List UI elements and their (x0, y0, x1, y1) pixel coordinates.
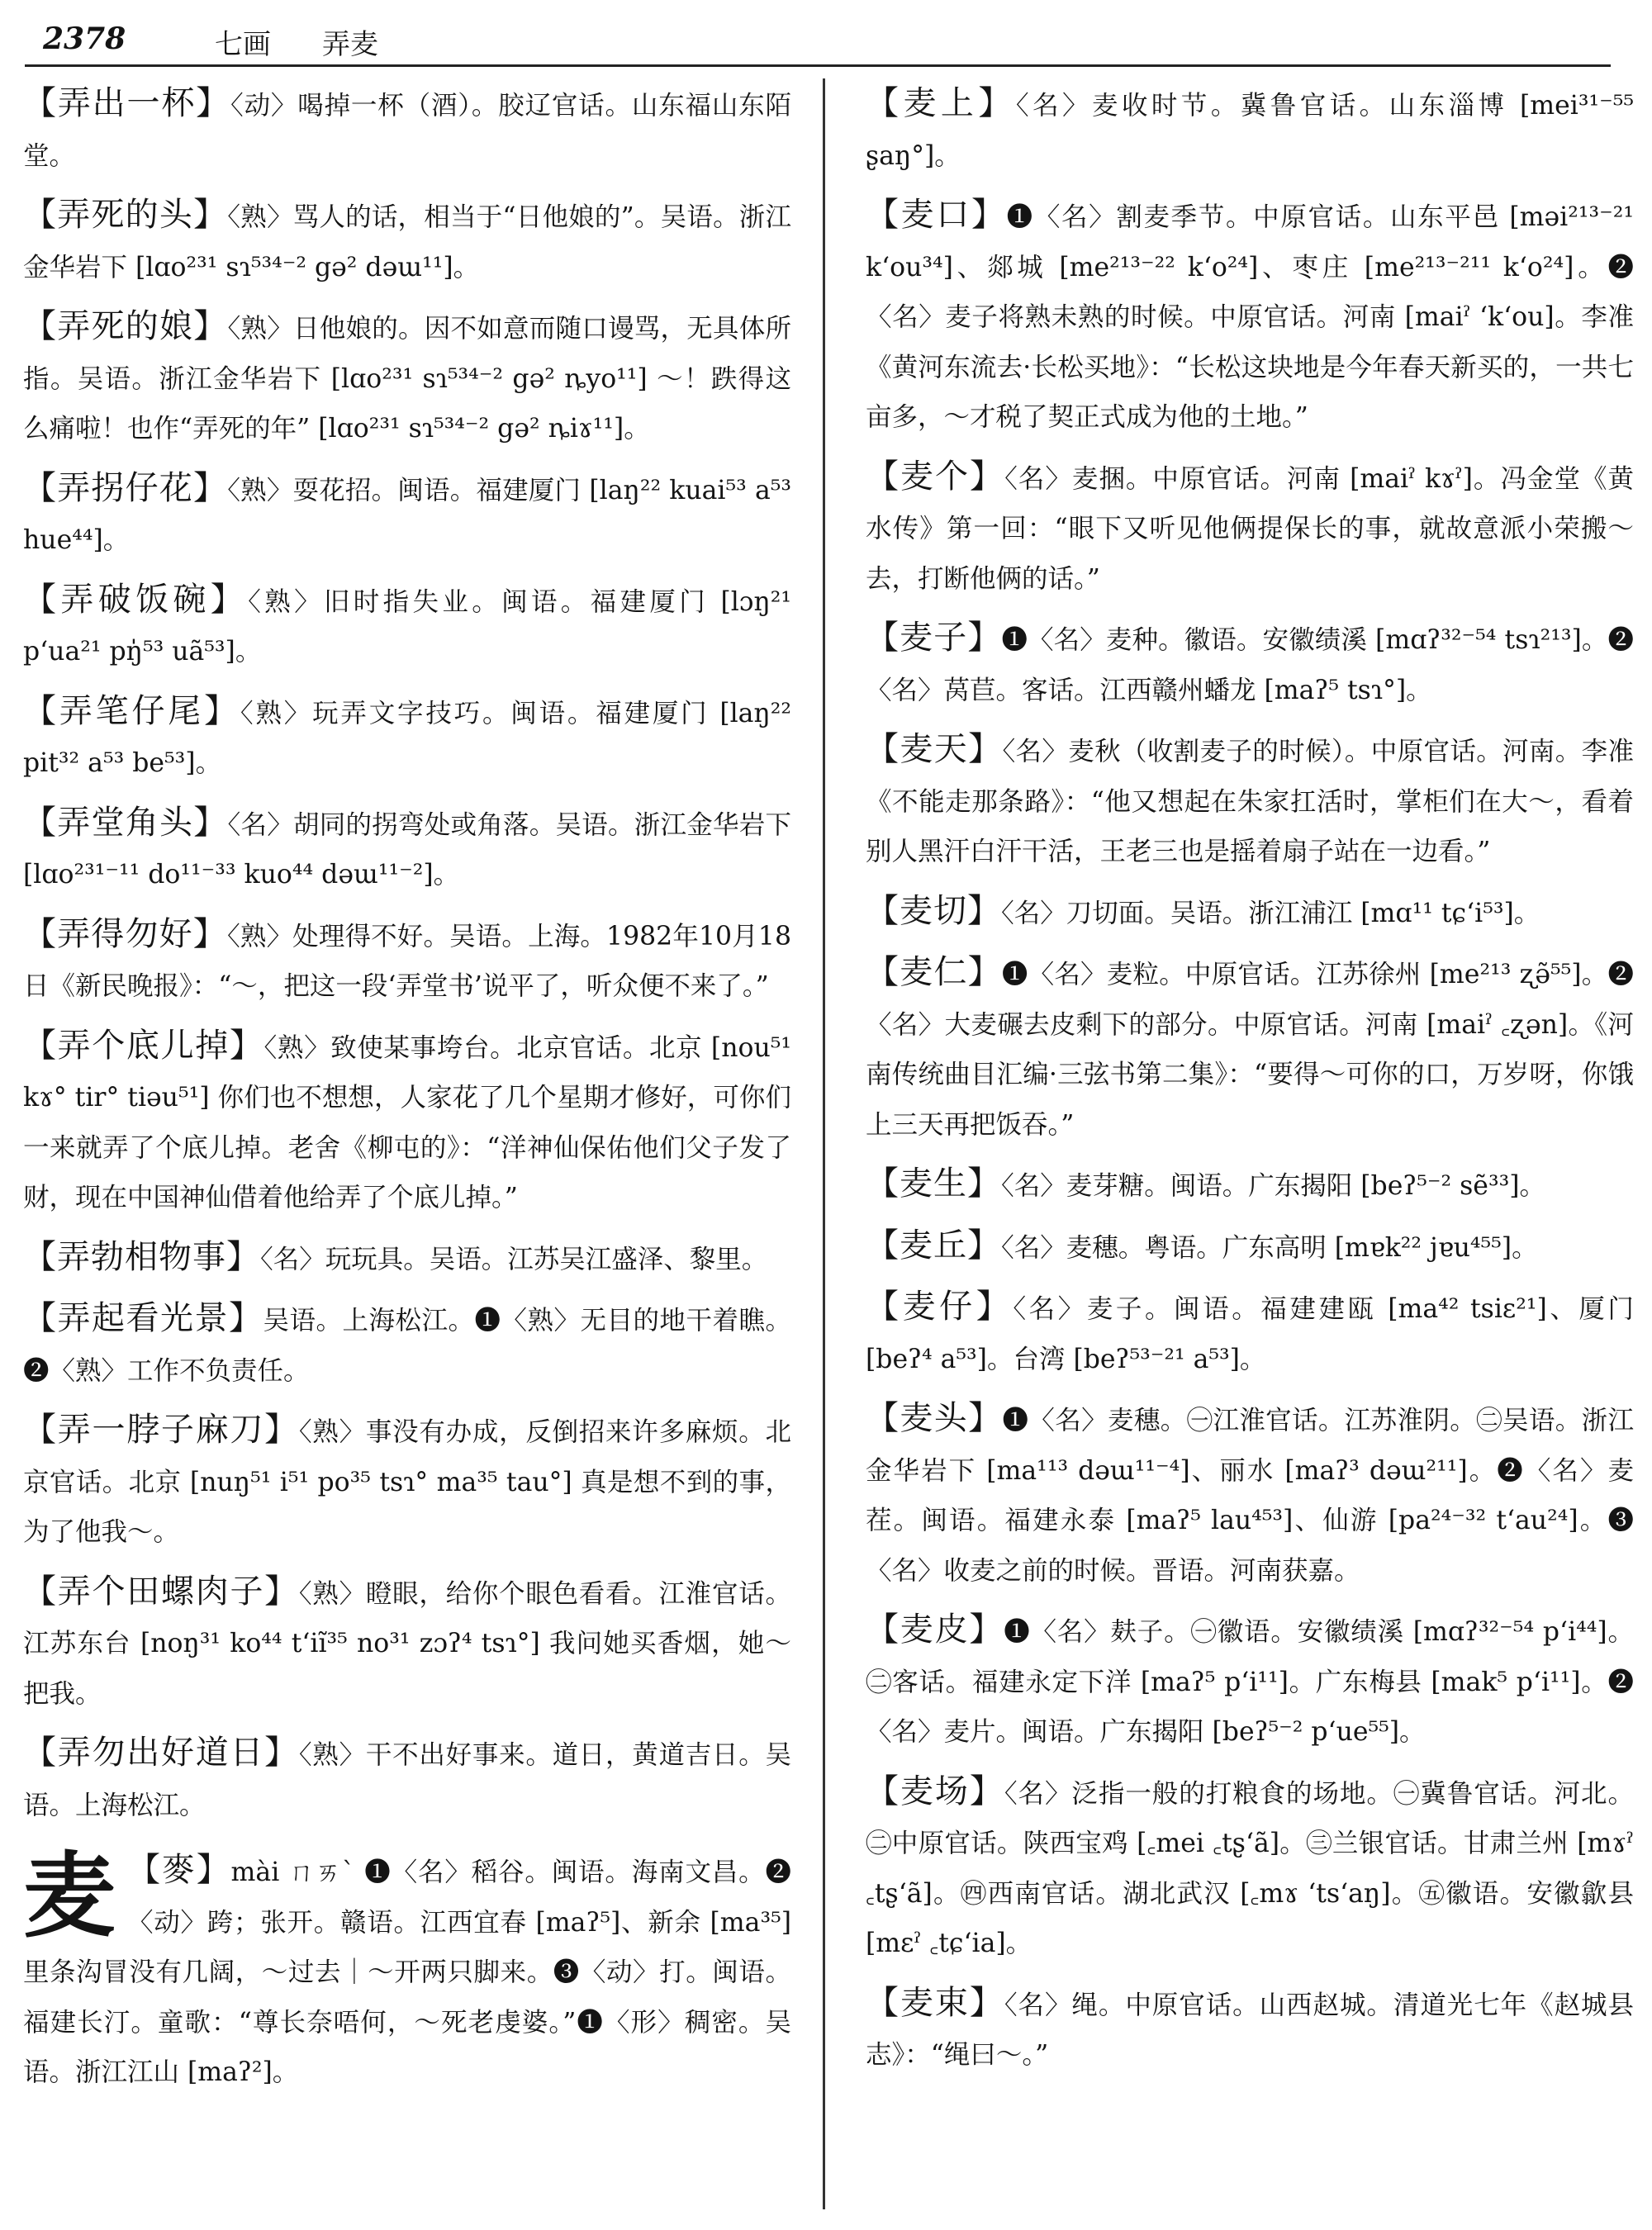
entry-definition: 吴语。上海松江。❶〈熟〉无目的地干着瞧。❷〈熟〉工作不负责任。 (23, 1306, 791, 1386)
dictionary-entry (866, 1767, 1634, 1969)
character-entry (23, 1842, 791, 2098)
traditional-form: 【麥】 (127, 1851, 231, 1889)
entry-definition: ❶〈名〉麦种。徽语。安徽绩溪 [mɑʔ³²⁻⁵⁴ tsɿ²¹³]。❷〈名〉莴苣。客话。江西赣州蟠龙 [maʔ⁵ tsɿ°]。 (866, 625, 1634, 705)
dictionary-entry (23, 1728, 791, 1830)
entry-headword: 【弄出一杯】 (23, 84, 230, 122)
dictionary-entry (866, 1605, 1634, 1758)
dictionary-entry (866, 1393, 1634, 1596)
entry-definition: ❶〈名〉麦粒。中原官话。江苏徐州 [me²¹³ ʐə̃⁵⁵]。❷〈名〉大麦碾去皮剩下的部分。中原官话。河南 [maiˀ ꜀ʐən]。《河南传统曲目汇编·三弦书第二集》：“要得～可你的口，万岁呀，你饿上三天再把饭吞。” (866, 960, 1634, 1140)
entry-headword: 【弄勃相物事】 (23, 1237, 260, 1276)
entry-headword: 【麦上】 (866, 84, 1016, 122)
entry-definition: 〈名〉麦穗。粤语。广东高明 [mɐk²² jɐu⁴⁵⁵]。 (1001, 1232, 1538, 1263)
dictionary-entry (23, 1021, 791, 1223)
entry-headword: 【弄堂角头】 (23, 803, 228, 842)
dictionary-entry (23, 301, 791, 454)
entry-headword: 【弄个底儿掉】 (23, 1026, 264, 1065)
entry-definition: 〈动〉喝掉一杯（酒）。胶辽官话。山东福山东陌堂。 (23, 91, 791, 171)
entry-headword: 【麦生】 (866, 1165, 1001, 1203)
entry-definition: 〈名〉麦收时节。冀鲁官话。山东淄博 [mei³¹⁻⁵⁵ ʂaŋ°]。 (866, 91, 1634, 171)
entry-definition: 〈名〉胡同的拐弯处或角落。吴语。浙江金华岩下 [lɑo²³¹⁻¹¹ do¹¹⁻³³ kuo⁴⁴ dəɯ¹¹⁻²]。 (23, 809, 791, 890)
dictionary-entry (866, 1221, 1634, 1274)
entry-headword: 【弄一脖子麻刀】 (23, 1411, 299, 1449)
dictionary-entry (866, 190, 1634, 443)
entry-definition: ❶〈名〉麦穗。㊀江淮官话。江苏淮阴。㊁吴语。浙江金华岩下 [ma¹¹³ dəɯ¹¹⁻⁴]、丽水 [maʔ³ dəɯ²¹¹]。❷〈名〉麦茬。闽语。福建永泰 [maʔ⁵ lau⁴⁵³]、仙游 [pa²⁴⁻³² tʻau²⁴]。❸〈名〉收麦之前的时候。晋语。河南获嘉。 (866, 1406, 1634, 1586)
entry-definition: 〈名〉麦秋（收割麦子的时候）。中原官话。河南。李准《不能走那条路》：“他又想起在朱家扛活时，掌柜们在大～，看着别人黑汗白汗干活，王老三也是摇着扇子站在一边看。” (866, 737, 1634, 866)
entry-definition: 〈名〉泛指一般的打粮食的场地。㊀冀鲁官话。河北。㊁中原官话。陕西宝鸡 [꜀mei ꜀tʂʻã]。㊂兰银官话。甘肃兰州 [mɤˀ ꜀tʂʻã]。㊃西南官话。湖北武汉 [꜀mɤ ʻtsʻaŋ]。㊄徽语。安徽歙县 [mɛˀ ꜀tɕʻia]。 (866, 1778, 1634, 1958)
entry-headword: 【弄勿出好道日】 (23, 1734, 299, 1772)
dictionary-entry (866, 78, 1634, 181)
entry-headword: 【弄拐仔花】 (23, 468, 228, 507)
entry-headword: 【弄死的娘】 (23, 307, 228, 345)
dictionary-entry (866, 724, 1634, 877)
dictionary-entry (866, 1978, 1634, 2081)
left-column (23, 78, 791, 2218)
entry-definition: 〈熟〉致使某事垮台。北京官话。北京 [nou⁵¹ kɤ° tir° tiəu⁵¹] 你们也不想想，人家花了几个星期才修好，可你们一来就弄了个底儿掉。老舍《柳屯的》：“洋神仙保佑他们父子发了财，现在中国神仙借着他给弄了个底儿掉。” (23, 1032, 791, 1212)
dictionary-entry (866, 947, 1634, 1150)
section-label: 七画 (215, 28, 271, 61)
dictionary-entry (23, 686, 791, 789)
entry-headword: 【麦场】 (866, 1772, 1004, 1810)
entry-definition: mài ㄇㄞˋ ❶〈名〉稻谷。闽语。海南文昌。❷〈动〉跨；张开。赣语。江西宜春 [maʔ⁵]、新余 [ma³⁵] 里条沟冒没有几阔，～过去｜～开两只脚来。❸〈动〉打。闽语。福建长汀。童歌：“尊长奈唔何，～死老虔婆。”❶〈形〉稠密。吴语。浙江江山 [maʔ²]。 (23, 1858, 791, 2087)
entry-headword: 【麦束】 (866, 1983, 1004, 2022)
dictionary-entry (23, 1405, 791, 1558)
dictionary-entry (23, 1293, 791, 1396)
entry-definition: 〈名〉刀切面。吴语。浙江浦江 [mɑ¹¹ tɕʻi⁵³]。 (1001, 898, 1540, 928)
dictionary-entry (23, 798, 791, 900)
entry-definition: 〈名〉绳。中原官话。山西赵城。清道光七年《赵城县志》：“绳曰～。” (866, 1990, 1634, 2070)
entry-headword: 【弄笔仔尾】 (23, 691, 240, 730)
dictionary-entry (23, 1232, 791, 1285)
entry-definition: 〈熟〉旧时指失业。闽语。福建厦门 [lɔŋ²¹ pʻua²¹ pŋ̍⁵³ uã⁵³]。 (23, 586, 791, 667)
entry-definition: 〈熟〉玩弄文字技巧。闽语。福建厦门 [laŋ²² pit³² a⁵³ be⁵³]。 (23, 698, 791, 778)
entry-headword: 【麦口】 (866, 196, 1007, 234)
entry-definition: 〈熟〉干不出好事来。道日，黄道吉日。吴语。上海松江。 (23, 1740, 791, 1820)
header-characters: 弄麦 (322, 28, 378, 61)
entry-definition: 〈名〉麦捆。中原官话。河南 [maiˀ kɤˀ]。冯金堂《黄水传》第一回：“眼下又听见他俩提保长的事，就故意派小荣搬～去，打断他俩的话。” (866, 463, 1634, 594)
dictionary-entry (866, 1282, 1634, 1384)
entry-headword: 【麦丘】 (866, 1226, 1001, 1264)
dictionary-entry (23, 463, 791, 566)
entry-headword: 【弄个田螺肉子】 (23, 1572, 299, 1611)
entry-definition: 〈名〉玩玩具。吴语。江苏吴江盛泽、黎里。 (260, 1244, 768, 1274)
entry-headword: 【弄死的头】 (23, 196, 228, 234)
entry-headword: 【弄破饭碗】 (23, 580, 249, 619)
entry-headword: 【麦仔】 (866, 1288, 1014, 1326)
dictionary-entry (23, 78, 791, 181)
entry-definition: 〈熟〉日他娘的。因不如意而随口谩骂，无具体所指。吴语。浙江金华岩下 [lɑo²³¹ sɿ⁵³⁴⁻² gə² ȵyo¹¹] ～！跌得这么痛啦！也作“弄死的年” [lɑo²³¹ sɿ⁵³⁴⁻² gə² ȵiɤ¹¹]。 (23, 314, 791, 444)
dictionary-entry (23, 909, 791, 1012)
entry-headword: 【麦头】 (866, 1399, 1003, 1437)
dictionary-entry (866, 886, 1634, 939)
entry-definition: 〈熟〉事没有办成，反倒招来许多麻烦。北京官话。北京 [nuŋ⁵¹ i⁵¹ po³⁵ tsɿ° ma³⁵ tau°] 真是想不到的事，为了他我～。 (23, 1417, 791, 1547)
entry-definition: 〈熟〉处理得不好。吴语。上海。1982年10月18日《新民晚报》：“～，把这一段‘弄堂书’说平了，听众便不来了。” (23, 921, 791, 1001)
entry-headword: 【麦切】 (866, 891, 1001, 930)
entry-headword: 【弄起看光景】 (23, 1299, 263, 1337)
dictionary-entry (23, 575, 791, 677)
head-character: 麦 (23, 1842, 116, 1950)
entry-definition: ❶〈名〉麸子。㊀徽语。安徽绩溪 [mɑʔ³²⁻⁵⁴ pʻi⁴⁴]。㊁客话。福建永定下洋 [maʔ⁵ pʻi¹¹]。广东梅县 [mak⁵ pʻi¹¹]。❷〈名〉麦片。闽语。广东揭阳 [beʔ⁵⁻² pʻue⁵⁵]。 (866, 1617, 1634, 1747)
dictionary-entry (23, 1567, 791, 1720)
page-header (25, 18, 1611, 67)
entry-headword: 【麦仁】 (866, 953, 1002, 991)
entry-definition: 〈名〉麦子。闽语。福建建瓯 [ma⁴² tsiɛ²¹]、厦门 [beʔ⁴ a⁵³]。台湾 [beʔ⁵³⁻²¹ a⁵³]。 (866, 1294, 1634, 1374)
entry-definition: ❶〈名〉割麦季节。中原官话。山东平邑 [məi²¹³⁻²¹ kʻou³⁴]、郯城 [me²¹³⁻²² kʻo²⁴]、枣庄 [me²¹³⁻²¹¹ kʻo²⁴]。❷〈名〉麦子将熟未熟的时候。中原官话。河南 [maiˀ ʻkʻou]。李准《黄河东流去·长松买地》：“长松这块地是今年春天新买的，一共七亩多，～才税了契正式成为他的土地。” (866, 202, 1634, 432)
dictionary-entry (23, 190, 791, 292)
dictionary-entry (866, 613, 1634, 715)
right-column (866, 78, 1634, 2218)
entry-headword: 【麦皮】 (866, 1611, 1004, 1649)
dictionary-entry (866, 452, 1634, 605)
entry-headword: 【麦子】 (866, 619, 1002, 657)
entry-headword: 【麦天】 (866, 730, 1003, 768)
entry-definition: 〈熟〉骂人的话，相当于“日他娘的”。吴语。浙江金华岩下 [lɑo²³¹ sɿ⁵³⁴⁻² gə² dəɯ¹¹]。 (23, 202, 791, 282)
entry-headword: 【弄得勿好】 (23, 914, 227, 953)
entry-definition: 〈熟〉耍花招。闽语。福建厦门 [laŋ²² kuai⁵³ a⁵³ hue⁴⁴]。 (23, 475, 791, 555)
entry-definition: 〈熟〉瞪眼，给你个眼色看看。江淮官话。江苏东台 [noŋ³¹ ko⁴⁴ tʻiĩ³⁵ no³¹ zɔʔ⁴ tsɿ°] 我问她买香烟，她～把我。 (23, 1578, 791, 1709)
entry-headword: 【麦个】 (866, 457, 1005, 496)
entry-definition: 〈名〉麦芽糖。闽语。广东揭阳 [beʔ⁵⁻² sẽ³³]。 (1001, 1171, 1545, 1201)
column-divider (823, 78, 825, 2209)
dictionary-entry (866, 1159, 1634, 1212)
page-number: 2378 (43, 21, 126, 56)
